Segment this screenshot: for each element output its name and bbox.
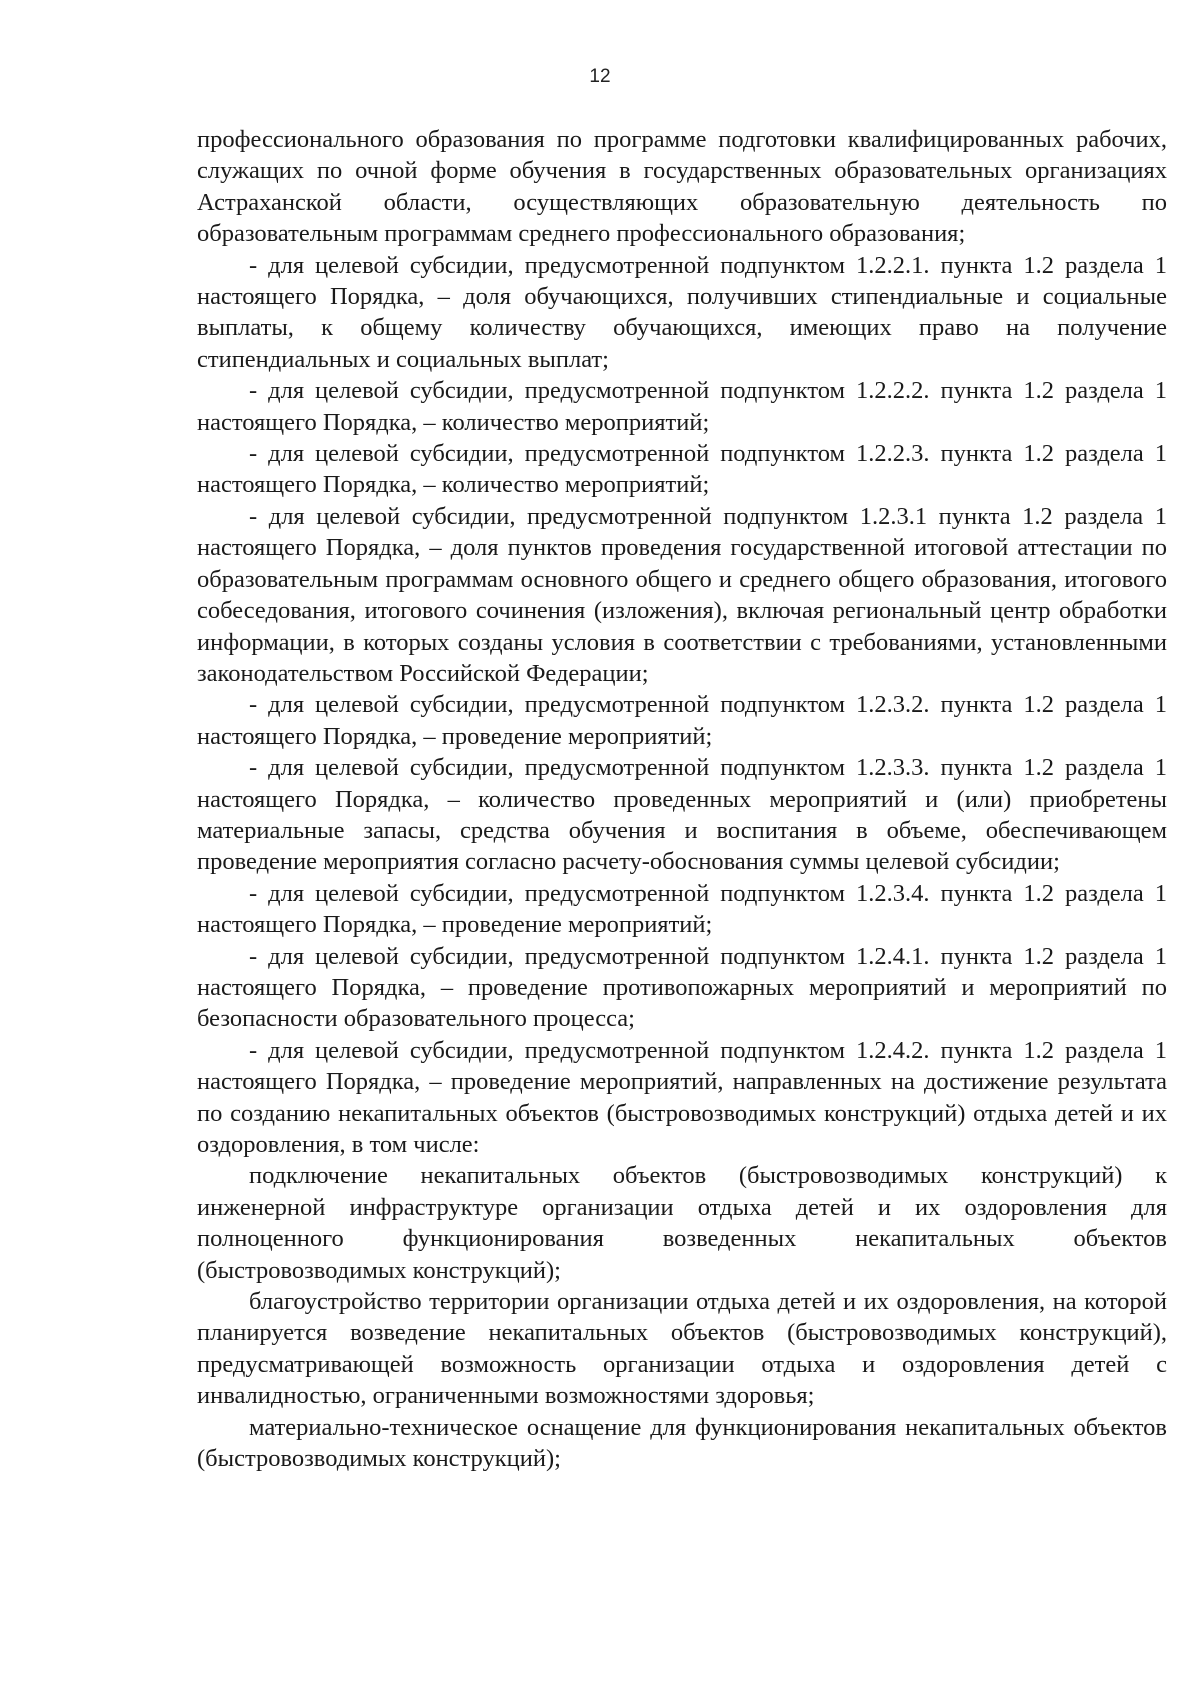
paragraph-2: - для целевой субсидии, предусмотренной подпунктом 1.2.2.1. пункта 1.2 раздела 1 настоящего Порядка, – доля обучающихся, получивших стипендиальные и социальные выплаты, к общему количеству обучающихся, имеющих право на получение стипендиальных и социальных выплат; — [197, 251, 1167, 373]
paragraph-9: - для целевой субсидии, предусмотренной подпунктом 1.2.4.1. пункта 1.2 раздела 1 настоящего Порядка, – проведение противопожарных мероприятий и мероприятий по безопасности образовательного процесса; — [197, 942, 1167, 1033]
paragraph-11: подключение некапитальных объектов (быстровозводимых конструкций) к инженерной инфраструктуре организации отдыха детей и их оздоровления для полноценного функционирования возведенных некапитальных объектов (быстровозводимых конструкций); — [197, 1162, 1167, 1284]
paragraph-12: благоустройство территории организации отдыха детей и их оздоровления, на которой планируется возведение некапитальных объектов (быстровозводимых конструкций), предусматривающей возможность организации отдыха и оздоровления детей с инвалидностью, ограниченными возможностями здоровья; — [197, 1288, 1167, 1410]
page-number: 12 — [589, 66, 611, 87]
paragraph-5: - для целевой субсидии, предусмотренной подпунктом 1.2.3.1 пункта 1.2 раздела 1 настоящего Порядка, – доля пунктов проведения государственной итоговой аттестации по образовательным программам основного общего и среднего общего образования, итогового собеседования, итогового сочинения (изложения), включая региональный центр обработки информации, в которых созданы условия в соответствии с требованиями, установленными законодательством Российской Федерации; — [197, 502, 1167, 687]
paragraph-1: профессионального образования по программе подготовки квалифицированных рабочих, служащих по очной форме обучения в государственных образовательных организациях Астраханской области, осуществляющих образовательную деятельность по образовательным программам среднего профессионального образования; — [197, 126, 1167, 248]
paragraph-4: - для целевой субсидии, предусмотренной подпунктом 1.2.2.3. пункта 1.2 раздела 1 настоящего Порядка, – количество мероприятий; — [197, 440, 1167, 499]
paragraph-7: - для целевой субсидии, предусмотренной подпунктом 1.2.3.3. пункта 1.2 раздела 1 настоящего Порядка, – количество проведенных мероприятий и (или) приобретены материальные запасы, средства обучения и воспитания в объеме, обеспечивающем проведение мероприятия согласно расчету-обоснования суммы целевой субсидии; — [197, 754, 1167, 876]
paragraph-6: - для целевой субсидии, предусмотренной подпунктом 1.2.3.2. пункта 1.2 раздела 1 настоящего Порядка, – проведение мероприятий; — [197, 691, 1167, 750]
paragraph-8: - для целевой субсидии, предусмотренной подпунктом 1.2.3.4. пункта 1.2 раздела 1 настоящего Порядка, – проведение мероприятий; — [197, 879, 1167, 939]
document-body — [197, 124, 1167, 1474]
paragraph-3: - для целевой субсидии, предусмотренной подпунктом 1.2.2.2. пункта 1.2 раздела 1 настоящего Порядка, – количество мероприятий; — [197, 377, 1167, 436]
paragraph-13: материально-техническое оснащение для функционирования некапитальных объектов (быстровозводимых конструкций); — [197, 1413, 1167, 1473]
paragraph-10: - для целевой субсидии, предусмотренной подпунктом 1.2.4.2. пункта 1.2 раздела 1 настоящего Порядка, – проведение мероприятий, направленных на достижение результата по созданию некапитальных объектов (быстровозводимых конструкций) отдыха детей и их оздоровления, в том числе: — [197, 1036, 1167, 1158]
